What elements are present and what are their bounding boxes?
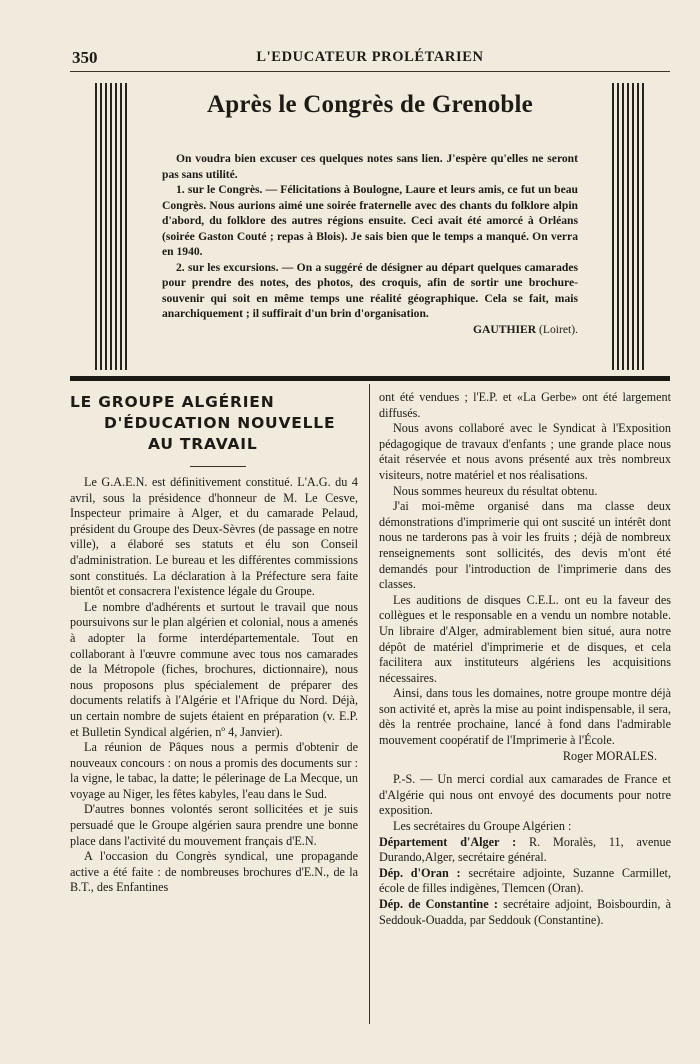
title-line: AU TRAVAIL xyxy=(148,435,258,453)
secretary-text: secrétaire adjointe, Suzanne Carmillet, école de filles indigènes, Tlemcen (Oran). xyxy=(379,865,671,896)
boxed-article-title: Après le Congrès de Grenoble xyxy=(207,91,533,118)
frame-left-bars xyxy=(95,83,129,370)
secretary-entry xyxy=(379,866,671,897)
page-header xyxy=(70,46,670,70)
article-paragraph: Nous sommes heureux du résultat obtenu. xyxy=(393,483,598,498)
boxed-paragraph: 2. sur les excursions. — On a suggéré de désigner au départ quelques camarades pour prendre des notes, des photos, des croquis, afin de sortir une brochure-souvenir qui soit en même temps une réalité géographique. Cela se fait, mais anarchiquement ; il suffirait d'un brin d'organisation. xyxy=(162,260,578,320)
main-article-title xyxy=(70,392,362,455)
article-paragraph: Nous avons collaboré avec le Syndicat à l'Exposition pédagogique de travaux d'enfants ; une grande place nous était réservée et nous avons présenté aux très nombreux visiteurs, notre matériel et nos réalisations. xyxy=(379,421,671,482)
article-paragraph: Le nombre d'adhérents et surtout le travail que nous poursuivons sur le plan algérien et colonial, nous a amenés à adopter la forme interdépartementale. Tout en collaborant à l'œuvre commune avec tous nos camarades de la Métropole (fiches, brochures, dictionnaire), nous nous proposons plus spécialement de préparer des documents relatifs à l'Algérie et l'Afrique du Nord. Déjà, un certain nombre de sujets étaient en préparation (v. E.P. et Bulletin Syndical algérien, nº 4, Janvier). xyxy=(70,599,358,739)
article-paragraph: A l'occasion du Congrès syndical, une propagande active a été faite : de nombreuses brochures d'E.N., de la B.T., des Enfantines xyxy=(70,849,358,895)
column-divider xyxy=(369,384,370,1024)
article-continuation: ont été vendues ; l'E.P. et «La Gerbe» ont été largement diffusés. xyxy=(379,390,671,420)
secretary-text: secrétaire adjoint, Boisbourdin, à Seddouk-Ouadda, par Seddouk (Constantine). xyxy=(379,897,672,927)
secretary-entry xyxy=(379,835,671,866)
secretary-label: Dép. de Constantine : xyxy=(379,897,498,911)
boxed-article-body xyxy=(162,151,578,337)
secretary-label: Département d'Alger : xyxy=(379,834,517,849)
signature-name: GAUTHIER xyxy=(473,322,537,336)
title-underline xyxy=(190,466,246,467)
page-number: 350 xyxy=(72,48,98,67)
article-paragraph: Le G.A.E.N. est définitivement constitué. L'A.G. du 4 avril, sous la présidence d'honneur de M. Le Cesve, Inspecteur primaire à Alger, et du camarade Pelaud, président du Groupe des Deux-Sèvres (de passage en notre ville), a élaboré ses statuts et élu son Conseil d'administration. Le bureau et les différentes commissions sont constitués. La déclaration à la Préfecture sera faite bientôt et consacrera l'existence légale du Groupe. xyxy=(70,475,358,599)
frame-right-bars xyxy=(612,83,646,370)
secretary-label: Dép. d'Oran : xyxy=(379,865,461,880)
title-line: D'ÉDUCATION NOUVELLE xyxy=(104,414,336,432)
signature-place: (Loiret). xyxy=(539,322,578,336)
boxed-article-signature xyxy=(162,322,578,338)
header-rule xyxy=(70,71,670,72)
boxed-paragraph: 1. sur le Congrès. — Félicitations à Boulogne, Laure et leurs amis, ce fut un beau Congrès. Nous aurions aimé une soirée fraternelle avec des chants du folklore alpin d'abord, du folklore des autres régions ensuite. Ceci avait été amorcé à Orléans (soirée Gaston Couté ; repas à Blois). Je sais bien que le temps a manqué. On verra en 1940. xyxy=(162,183,578,258)
journal-title: L'EDUCATEUR PROLÉTARIEN xyxy=(256,49,484,65)
right-column xyxy=(379,390,671,928)
secretary-entry xyxy=(379,897,671,928)
article-signature: Roger MORALES. xyxy=(562,748,657,763)
article-paragraph: Ainsi, dans tous les domaines, notre groupe montre déjà son activité et, après la mise au point indispensable, il sera, dès la rentrée prochaine, lancé à fond dans l'admirable mouvement coopératif de l'Imprimerie à l'École. xyxy=(379,686,671,748)
secretaries-intro: Les secrétaires du Groupe Algérien : xyxy=(393,819,572,834)
postscript: P.-S. — Un merci cordial aux camarades de France et d'Algérie qui nous ont envoyé des documents pour notre exposition. xyxy=(379,772,671,818)
article-paragraph: J'ai moi-même organisé dans ma classe deux démonstrations d'imprimerie qui ont suscité un intérêt dont nous ne tarderons pas à voir les fruits ; déjà de nombreux renseignements sont sollicités, des devis m'ont été demandés pour l'introduction de l'imprimerie dans des classes. xyxy=(379,499,671,592)
article-paragraph: D'autres bonnes volontés seront sollicitées et je suis persuadé que le Groupe algérien saura prendre une bonne place dans l'activité du mouvement français d'E.N. xyxy=(70,802,358,848)
article-paragraph: Les auditions de disques C.E.L. ont eu la faveur des collègues et le responsable en a vendu un nombre notable. Un libraire d'Alger, admirablement bien situé, aura notre dépôt de matériel d'imprimerie et de disques, et cela facilitera aux instituteurs algériens les acquisitions nécessaires. xyxy=(379,592,671,685)
secretary-text: R. Moralès, 11, avenue Durando,Alger, secrétaire général. xyxy=(379,834,671,865)
left-column xyxy=(70,475,358,896)
title-line: LE GROUPE ALGÉRIEN xyxy=(70,393,275,411)
boxed-paragraph: On voudra bien excuser ces quelques notes sans lien. J'espère qu'elles ne seront pas sans utilité. xyxy=(162,152,578,181)
section-divider xyxy=(70,376,670,381)
article-paragraph: La réunion de Pâques nous a permis d'obtenir de nouveaux concours : on nous a promis des documents sur : la vigne, le tabac, la datte; le pélerinage de La Mecque, un voyage au Niger, les fêtes kabyles, l'eau dans le Sud. xyxy=(70,740,358,801)
